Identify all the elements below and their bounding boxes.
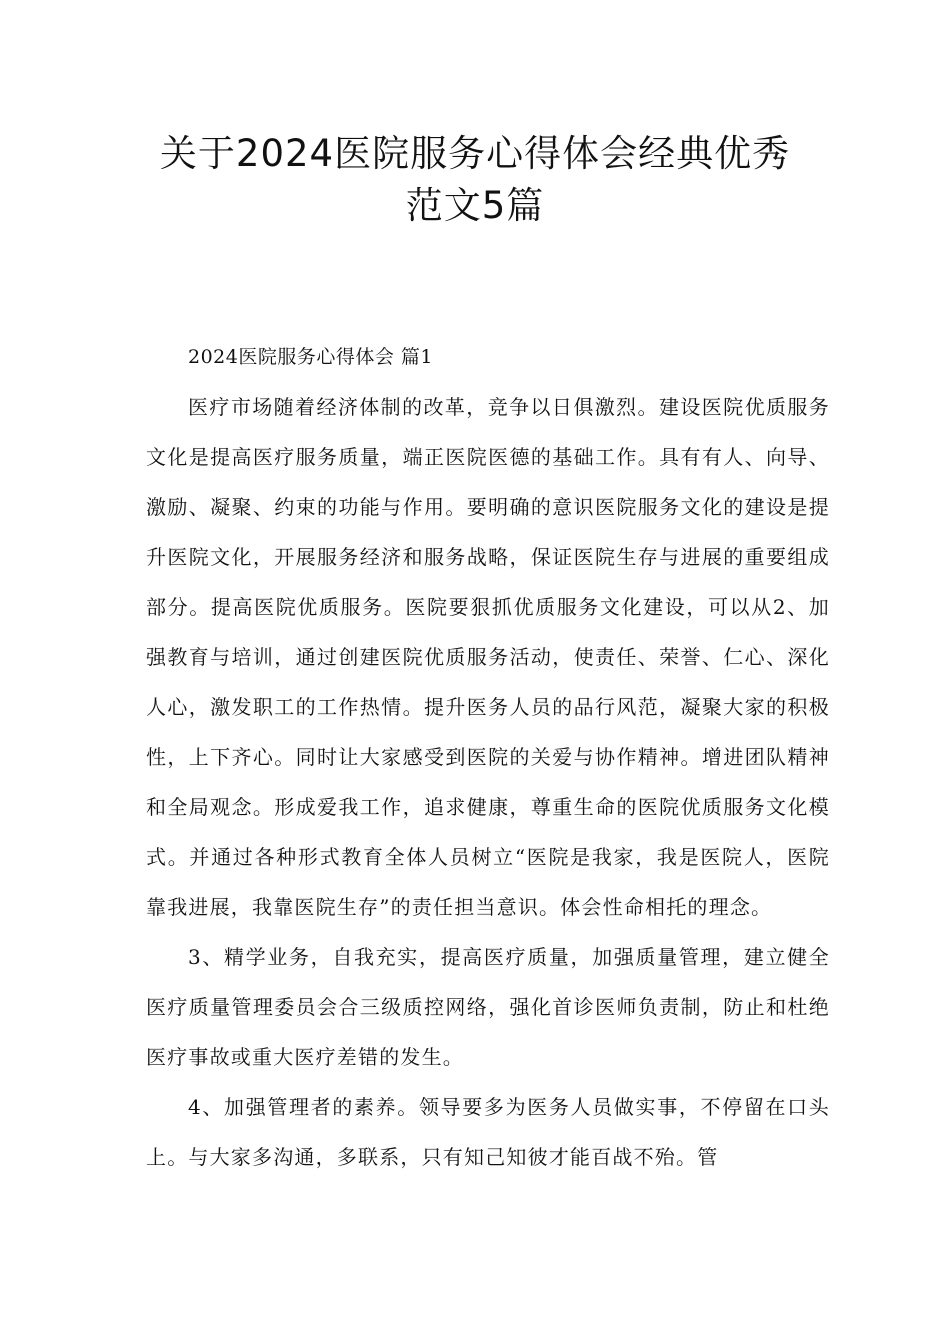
paragraph-2: 3、精学业务，自我充实，提高医疗质量，加强质量管理，建立健全医疗质量管理委员会合三级质控网络，强化首诊医师负责制，防止和杜绝医疗事故或重大医疗差错的发生。: [146, 945, 830, 1069]
document-body: [146, 332, 830, 1182]
title-line-2: 范文5篇: [405, 184, 545, 227]
title-line-1: 关于2024医院服务心得体会经典优秀: [159, 132, 791, 175]
paragraph-1: 医疗市场随着经济体制的改革，竞争以日俱激烈。建设医院优质服务文化是提高医疗服务质量，端正医院医德的基础工作。具有有人、向导、激励、凝聚、约束的功能与作用。要明确的意识医院服务文化的建设是提升医院文化，开展服务经济和服务战略，保证医院生存与进展的重要组成部分。提高医院优质服务。医院要狠抓优质服务文化建设，可以从2、加强教育与培训，通过创建医院优质服务活动，使责任、荣誉、仁心、深化人心，激发职工的工作热情。提升医务人员的品行风范，凝聚大家的积极性，上下齐心。同时让大家感受到医院的关爱与协作精神。增进团队精神和全局观念。形成爱我工作，追求健康，尊重生命的医院优质服务文化模式。并通过各种形式教育全体人员树立“医院是我家，我是医院人，医院靠我进展，我靠医院生存”的责任担当意识。体会性命相托的理念。: [146, 395, 830, 919]
document-title: [100, 128, 850, 232]
section-heading: 2024医院服务心得体会 篇1: [188, 346, 433, 368]
paragraph-3: 4、加强管理者的素养。领导要多为医务人员做实事，不停留在口头上。与大家多沟通，多联系，只有知己知彼才能百战不殆。管: [146, 1095, 830, 1169]
